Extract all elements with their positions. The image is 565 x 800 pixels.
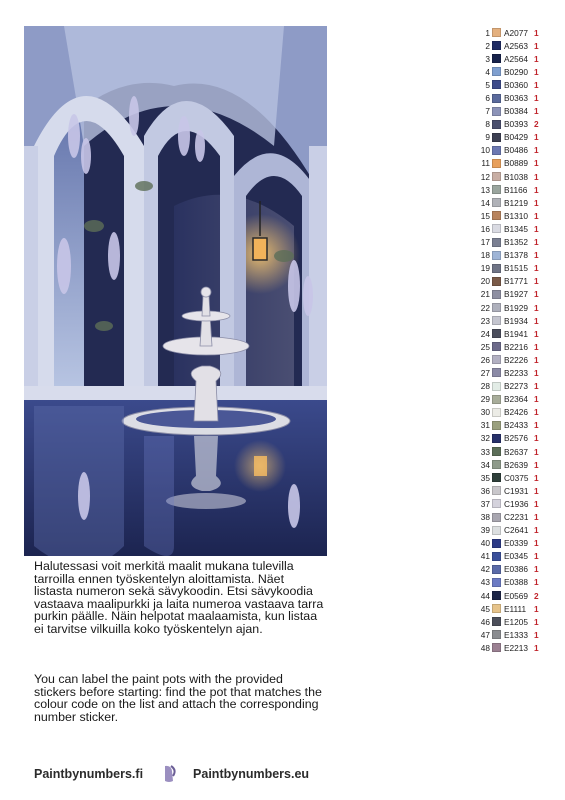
legend-number: 37 <box>480 498 490 509</box>
legend-number: 8 <box>485 119 490 130</box>
legend-number: 40 <box>480 538 490 549</box>
legend-row <box>478 615 558 628</box>
legend-color-swatch <box>492 591 501 600</box>
legend-row <box>478 222 558 235</box>
legend-quantity: 1 <box>534 276 539 287</box>
legend-quantity: 1 <box>534 354 539 365</box>
legend-row <box>478 105 558 118</box>
color-legend <box>478 26 558 655</box>
legend-color-code: B0360 <box>504 79 528 90</box>
legend-color-code: B0486 <box>504 145 528 156</box>
legend-color-code: C2641 <box>504 525 529 536</box>
legend-quantity: 1 <box>534 197 539 208</box>
legend-number: 6 <box>485 93 490 104</box>
legend-color-code: C0375 <box>504 472 529 483</box>
legend-number: 4 <box>485 66 490 77</box>
legend-color-swatch <box>492 526 501 535</box>
legend-number: 46 <box>480 616 490 627</box>
legend-quantity: 1 <box>534 394 539 405</box>
legend-number: 28 <box>480 381 490 392</box>
legend-row <box>478 353 558 366</box>
legend-row <box>478 393 558 406</box>
legend-number: 38 <box>480 512 490 523</box>
legend-row <box>478 78 558 91</box>
legend-row <box>478 576 558 589</box>
legend-number: 18 <box>480 250 490 261</box>
legend-number: 26 <box>480 354 490 365</box>
legend-row <box>478 118 558 131</box>
legend-color-code: B0429 <box>504 132 528 143</box>
legend-row <box>478 628 558 641</box>
legend-row <box>478 131 558 144</box>
legend-color-code: B2364 <box>504 394 528 405</box>
legend-color-code: B0290 <box>504 66 528 77</box>
legend-row <box>478 641 558 654</box>
legend-color-code: B0393 <box>504 119 528 130</box>
legend-color-swatch <box>492 460 501 469</box>
legend-color-code: B2433 <box>504 420 528 431</box>
legend-color-swatch <box>492 630 501 639</box>
legend-color-swatch <box>492 238 501 247</box>
legend-row <box>478 157 558 170</box>
legend-quantity: 1 <box>534 642 539 653</box>
legend-color-code: A2564 <box>504 53 528 64</box>
legend-row <box>478 236 558 249</box>
footer <box>34 764 334 784</box>
legend-color-swatch <box>492 264 501 273</box>
legend-color-code: B1038 <box>504 171 528 182</box>
legend-row <box>478 183 558 196</box>
legend-color-swatch <box>492 94 501 103</box>
legend-row <box>478 52 558 65</box>
legend-row <box>478 340 558 353</box>
legend-number: 35 <box>480 472 490 483</box>
legend-color-code: B2576 <box>504 433 528 444</box>
legend-number: 22 <box>480 302 490 313</box>
legend-quantity: 1 <box>534 315 539 326</box>
paint-brush-logo-icon <box>159 764 179 784</box>
legend-color-swatch <box>492 382 501 391</box>
legend-number: 20 <box>480 276 490 287</box>
legend-quantity: 1 <box>534 472 539 483</box>
legend-number: 3 <box>485 53 490 64</box>
legend-color-code: B2637 <box>504 446 528 457</box>
legend-row <box>478 458 558 471</box>
legend-number: 17 <box>480 237 490 248</box>
legend-row <box>478 275 558 288</box>
legend-number: 15 <box>480 210 490 221</box>
legend-color-swatch <box>492 539 501 548</box>
legend-color-code: C1936 <box>504 498 529 509</box>
legend-color-swatch <box>492 159 501 168</box>
legend-color-swatch <box>492 251 501 260</box>
legend-quantity: 1 <box>534 106 539 117</box>
legend-number: 41 <box>480 551 490 562</box>
legend-color-code: B2226 <box>504 354 528 365</box>
legend-row <box>478 262 558 275</box>
legend-row <box>478 301 558 314</box>
legend-color-code: E1333 <box>504 629 528 640</box>
legend-color-swatch <box>492 28 501 37</box>
legend-color-swatch <box>492 224 501 233</box>
legend-color-swatch <box>492 447 501 456</box>
legend-quantity: 1 <box>534 381 539 392</box>
legend-color-code: B2216 <box>504 341 528 352</box>
legend-quantity: 1 <box>534 250 539 261</box>
legend-quantity: 1 <box>534 132 539 143</box>
legend-quantity: 1 <box>534 40 539 51</box>
legend-row <box>478 380 558 393</box>
artwork-image <box>24 26 327 556</box>
legend-quantity: 1 <box>534 171 539 182</box>
legend-color-code: B1310 <box>504 210 528 221</box>
legend-quantity: 1 <box>534 66 539 77</box>
legend-quantity: 1 <box>534 53 539 64</box>
legend-quantity: 2 <box>534 119 539 130</box>
legend-color-swatch <box>492 316 501 325</box>
legend-quantity: 1 <box>534 446 539 457</box>
legend-color-swatch <box>492 290 501 299</box>
legend-quantity: 1 <box>534 223 539 234</box>
legend-row <box>478 65 558 78</box>
legend-row <box>478 196 558 209</box>
legend-row <box>478 170 558 183</box>
legend-color-code: B1345 <box>504 223 528 234</box>
legend-color-code: A2077 <box>504 27 528 38</box>
legend-row <box>478 26 558 39</box>
legend-color-swatch <box>492 198 501 207</box>
legend-row <box>478 419 558 432</box>
legend-number: 11 <box>481 158 490 169</box>
legend-color-code: E1111 <box>504 603 527 614</box>
legend-color-swatch <box>492 211 501 220</box>
legend-color-swatch <box>492 434 501 443</box>
legend-quantity: 1 <box>534 616 539 627</box>
legend-number: 23 <box>480 315 490 326</box>
legend-number: 32 <box>480 433 490 444</box>
legend-quantity: 1 <box>534 603 539 614</box>
legend-row <box>478 445 558 458</box>
brand-eu-link[interactable]: Paintbynumbers.eu <box>193 767 310 781</box>
legend-row <box>478 589 558 602</box>
legend-row <box>478 471 558 484</box>
legend-color-swatch <box>492 368 501 377</box>
legend-number: 42 <box>480 564 490 575</box>
legend-quantity: 1 <box>534 341 539 352</box>
legend-color-swatch <box>492 107 501 116</box>
legend-color-code: B2639 <box>504 459 528 470</box>
legend-number: 24 <box>480 328 490 339</box>
legend-color-swatch <box>492 277 501 286</box>
legend-quantity: 1 <box>534 564 539 575</box>
legend-row <box>478 91 558 104</box>
legend-color-code: E1205 <box>504 616 528 627</box>
legend-color-code: B0384 <box>504 106 528 117</box>
legend-number: 25 <box>480 341 490 352</box>
legend-number: 16 <box>480 223 490 234</box>
legend-number: 21 <box>480 289 490 300</box>
legend-row <box>478 144 558 157</box>
legend-row <box>478 537 558 550</box>
legend-quantity: 1 <box>534 485 539 496</box>
legend-color-code: B0889 <box>504 158 528 169</box>
legend-color-code: C2231 <box>504 512 529 523</box>
legend-quantity: 1 <box>534 367 539 378</box>
legend-number: 10 <box>480 145 490 156</box>
legend-number: 5 <box>485 79 490 90</box>
legend-number: 27 <box>480 367 490 378</box>
legend-color-swatch <box>492 617 501 626</box>
legend-row <box>478 602 558 615</box>
legend-color-code: B2233 <box>504 367 528 378</box>
legend-quantity: 1 <box>534 184 539 195</box>
legend-quantity: 1 <box>534 237 539 248</box>
legend-number: 45 <box>480 603 490 614</box>
legend-quantity: 1 <box>534 158 539 169</box>
legend-color-code: B2273 <box>504 381 528 392</box>
legend-color-code: B1771 <box>504 276 528 287</box>
legend-color-swatch <box>492 80 501 89</box>
legend-color-swatch <box>492 486 501 495</box>
legend-color-swatch <box>492 120 501 129</box>
legend-quantity: 1 <box>534 629 539 640</box>
legend-color-code: E2213 <box>504 642 528 653</box>
legend-color-swatch <box>492 355 501 364</box>
legend-color-code: B1515 <box>504 263 528 274</box>
legend-quantity: 1 <box>534 302 539 313</box>
legend-number: 13 <box>480 184 490 195</box>
legend-number: 19 <box>480 263 490 274</box>
legend-number: 2 <box>485 40 490 51</box>
legend-color-code: B1929 <box>504 302 528 313</box>
legend-number: 7 <box>485 106 490 117</box>
legend-quantity: 1 <box>534 145 539 156</box>
legend-quantity: 1 <box>534 459 539 470</box>
legend-color-swatch <box>492 643 501 652</box>
legend-quantity: 1 <box>534 551 539 562</box>
legend-number: 1 <box>485 27 490 38</box>
legend-quantity: 1 <box>534 420 539 431</box>
legend-color-code: E0339 <box>504 538 528 549</box>
legend-color-swatch <box>492 303 501 312</box>
legend-number: 31 <box>480 420 490 431</box>
legend-color-swatch <box>492 172 501 181</box>
legend-quantity: 1 <box>534 263 539 274</box>
legend-color-code: B2426 <box>504 407 528 418</box>
legend-color-swatch <box>492 473 501 482</box>
legend-row <box>478 484 558 497</box>
legend-number: 39 <box>480 525 490 536</box>
legend-row <box>478 288 558 301</box>
legend-number: 43 <box>480 577 490 588</box>
finnish-instructions: Halutessasi voit merkitä maalit mukana tulevilla tarroilla ennen työskentelyn aloittamista. Näet listasta numeron sekä sävykoodin. Etsi sävykoodia vastaava maalipurkki ja laita numeroa vastaava tarra purkin päälle. Näin helpotat maalaamista, kun listaa ei tarvitse vilkuilla koko työskentelyn ajan. <box>34 559 324 636</box>
legend-color-swatch <box>492 578 501 587</box>
legend-quantity: 2 <box>534 590 539 601</box>
legend-color-swatch <box>492 41 501 50</box>
legend-color-swatch <box>492 146 501 155</box>
legend-number: 48 <box>480 642 490 653</box>
legend-quantity: 1 <box>534 538 539 549</box>
legend-row <box>478 249 558 262</box>
legend-quantity: 1 <box>534 512 539 523</box>
legend-color-code: B1219 <box>504 197 528 208</box>
legend-color-swatch <box>492 499 501 508</box>
legend-row <box>478 550 558 563</box>
legend-color-code: E0386 <box>504 564 528 575</box>
legend-color-code: B1378 <box>504 250 528 261</box>
legend-number: 34 <box>480 459 490 470</box>
legend-color-swatch <box>492 342 501 351</box>
legend-row <box>478 497 558 510</box>
legend-color-code: B1166 <box>504 184 528 195</box>
legend-number: 12 <box>480 171 490 182</box>
legend-quantity: 1 <box>534 407 539 418</box>
legend-color-swatch <box>492 421 501 430</box>
legend-number: 29 <box>480 394 490 405</box>
legend-quantity: 1 <box>534 79 539 90</box>
legend-color-code: B1934 <box>504 315 528 326</box>
legend-number: 9 <box>485 132 490 143</box>
legend-quantity: 1 <box>534 577 539 588</box>
legend-number: 14 <box>480 197 490 208</box>
legend-number: 47 <box>480 629 490 640</box>
brand-fi-link[interactable]: Paintbynumbers.fi <box>34 767 144 781</box>
legend-number: 33 <box>480 446 490 457</box>
legend-number: 30 <box>480 407 490 418</box>
legend-color-code: B1352 <box>504 237 528 248</box>
legend-row <box>478 510 558 523</box>
legend-color-code: E0569 <box>504 590 528 601</box>
legend-number: 44 <box>480 590 490 601</box>
legend-color-code: E0345 <box>504 551 528 562</box>
legend-quantity: 1 <box>534 210 539 221</box>
legend-color-swatch <box>492 395 501 404</box>
legend-color-swatch <box>492 329 501 338</box>
legend-color-code: A2563 <box>504 40 528 51</box>
legend-color-swatch <box>492 565 501 574</box>
legend-color-swatch <box>492 67 501 76</box>
legend-row <box>478 432 558 445</box>
legend-color-code: B1927 <box>504 289 528 300</box>
legend-quantity: 1 <box>534 93 539 104</box>
legend-row <box>478 563 558 576</box>
legend-quantity: 1 <box>534 27 539 38</box>
legend-quantity: 1 <box>534 525 539 536</box>
legend-row <box>478 406 558 419</box>
legend-color-swatch <box>492 552 501 561</box>
legend-quantity: 1 <box>534 433 539 444</box>
legend-color-swatch <box>492 408 501 417</box>
legend-color-code: B1941 <box>504 328 528 339</box>
legend-quantity: 1 <box>534 289 539 300</box>
legend-row <box>478 327 558 340</box>
legend-row <box>478 314 558 327</box>
legend-color-swatch <box>492 54 501 63</box>
legend-color-swatch <box>492 185 501 194</box>
legend-color-code: C1931 <box>504 485 529 496</box>
legend-color-code: E0388 <box>504 577 528 588</box>
legend-color-swatch <box>492 604 501 613</box>
legend-quantity: 1 <box>534 498 539 509</box>
legend-quantity: 1 <box>534 328 539 339</box>
english-instructions: You can label the paint pots with the provided stickers before starting: find the pot that matches the colour code on the list and attach the corresponding number sticker. <box>34 672 322 724</box>
legend-number: 36 <box>480 485 490 496</box>
legend-row <box>478 209 558 222</box>
legend-color-swatch <box>492 513 501 522</box>
legend-color-swatch <box>492 133 501 142</box>
legend-row <box>478 39 558 52</box>
legend-row <box>478 524 558 537</box>
courtyard-fountain-painting <box>24 26 327 556</box>
legend-row <box>478 366 558 379</box>
legend-color-code: B0363 <box>504 93 528 104</box>
